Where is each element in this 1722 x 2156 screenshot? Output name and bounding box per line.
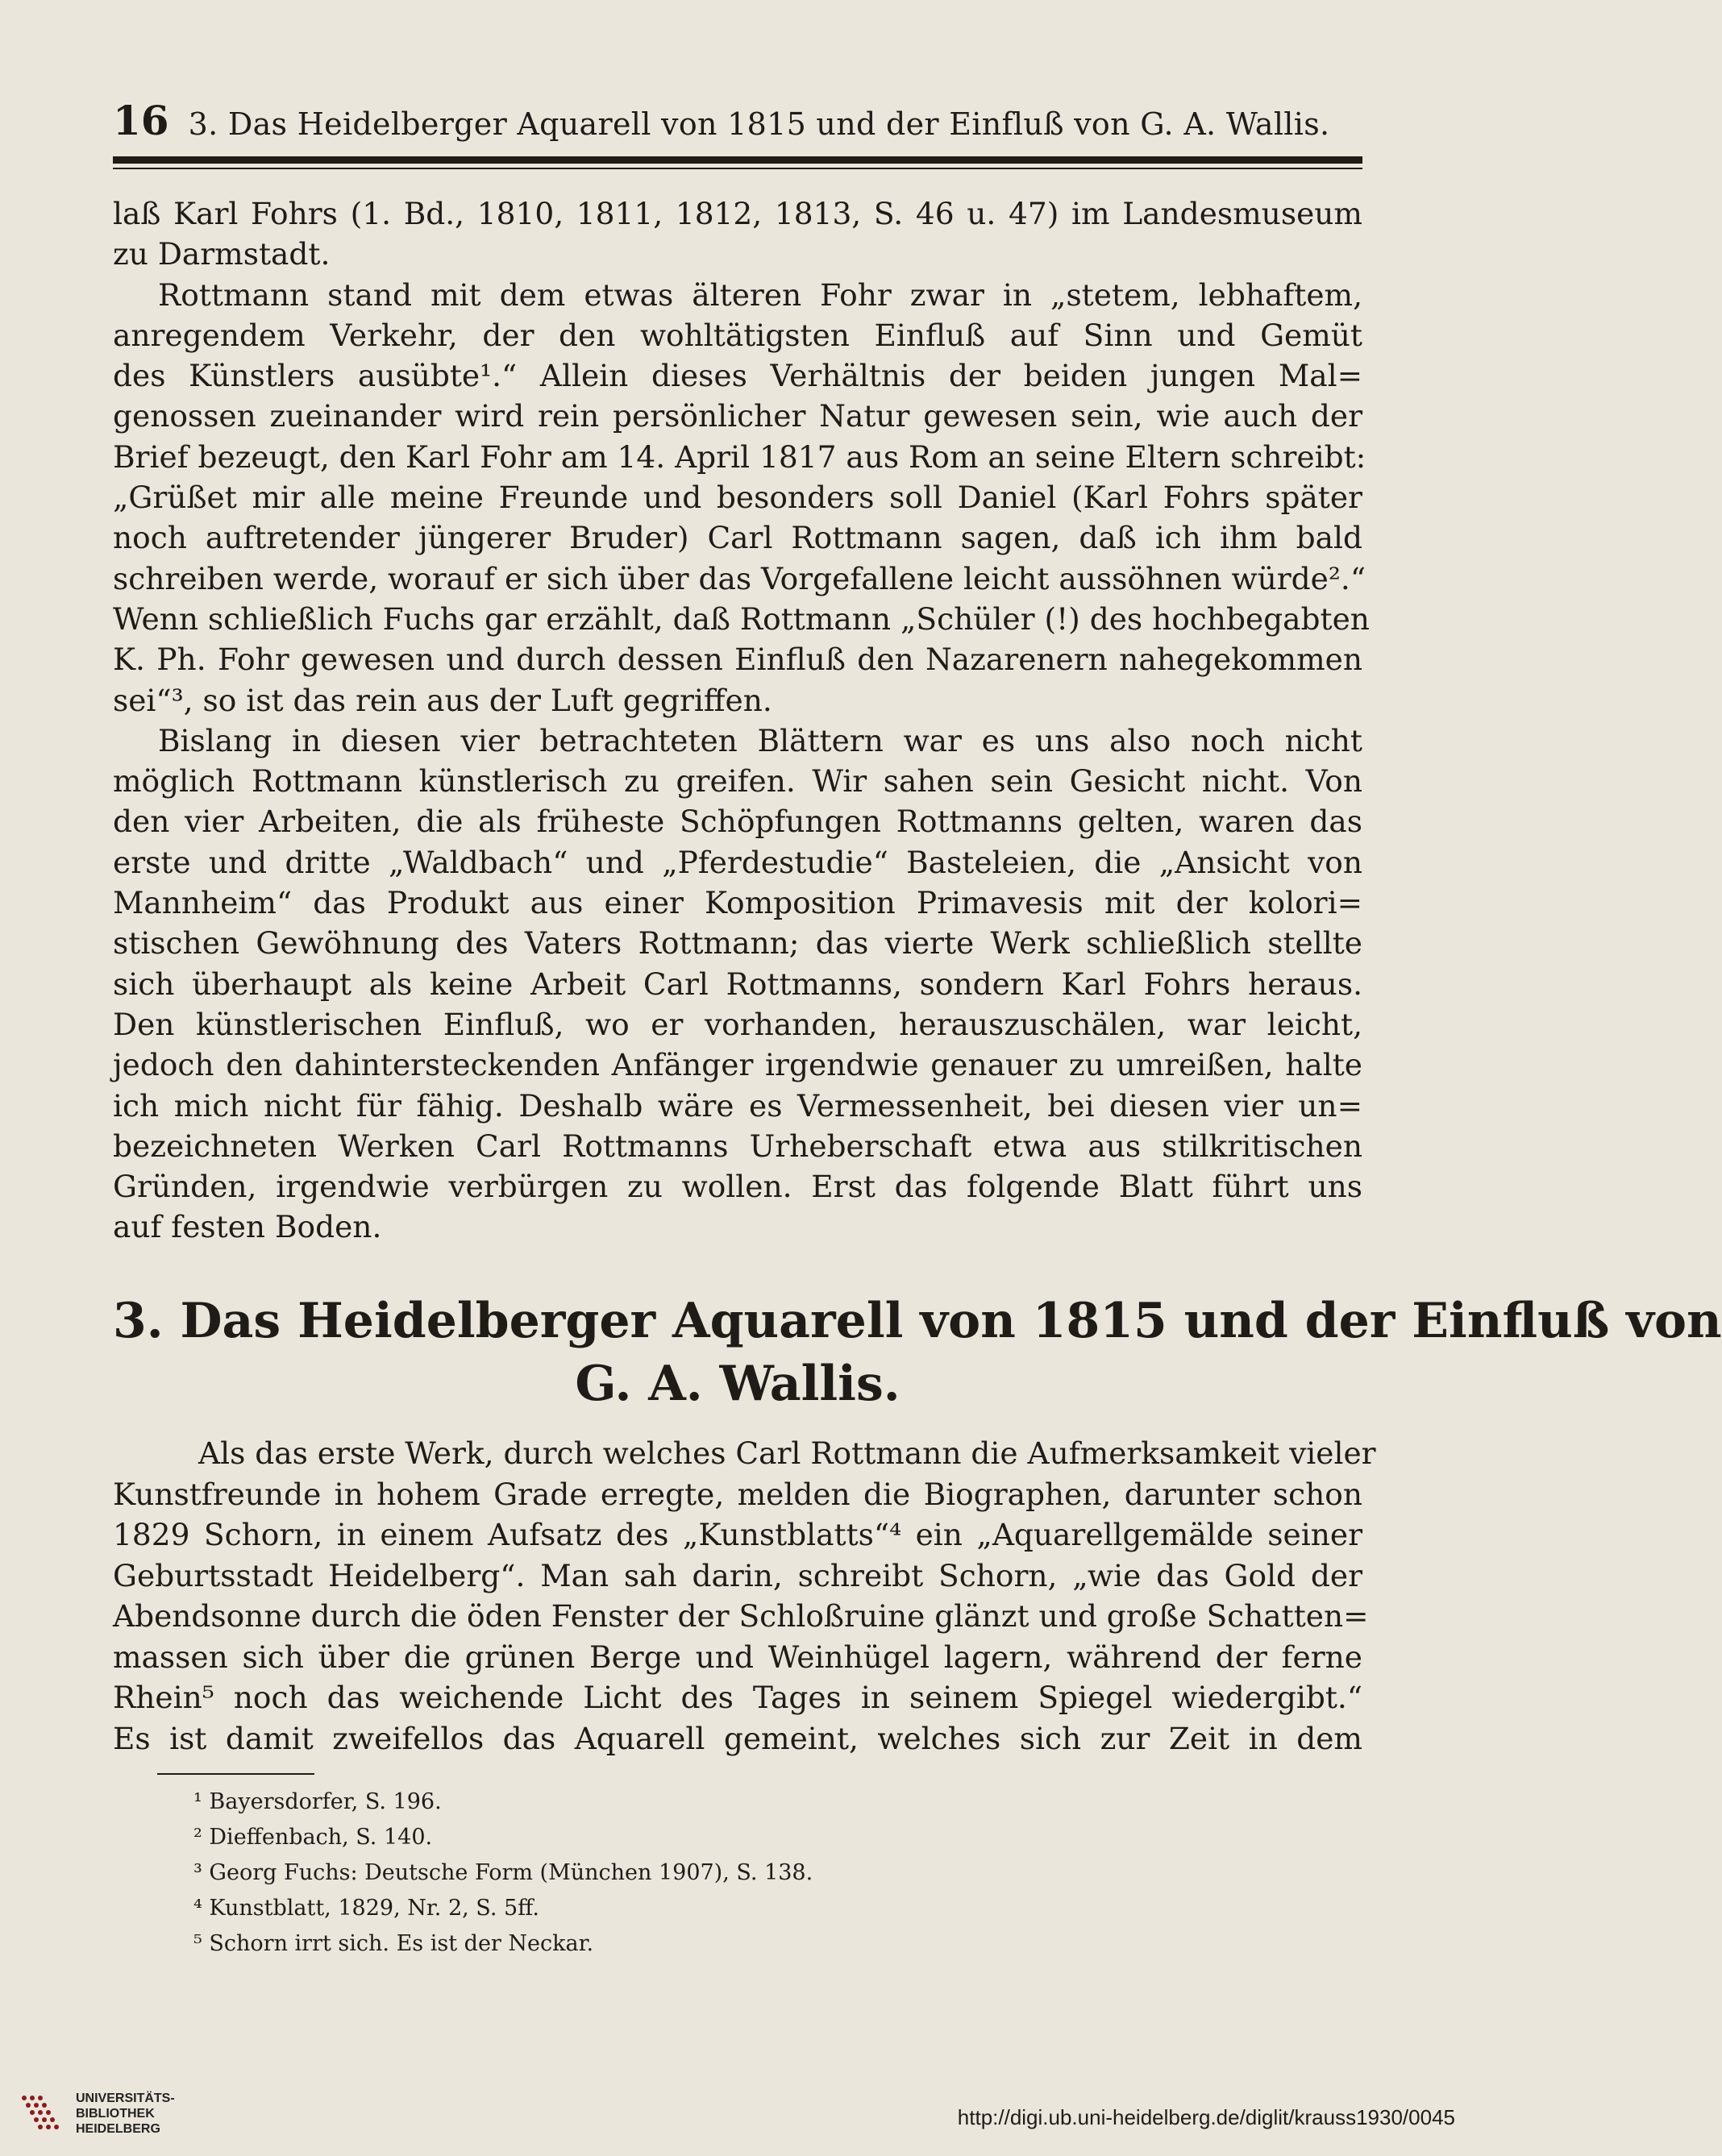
text-line: genossen zueinander wird rein persönlicher Natur gewesen sein, wie auch der [113, 398, 1362, 434]
text-line: schreiben werde, worauf er sich über das Vorgefallene leicht aussöhnen würde².“ [113, 560, 1366, 596]
text-line: massen sich über die grünen Berge und Weinhügel lagern, während der ferne [113, 1639, 1362, 1675]
text-line: sei“³, so ist das rein aus der Luft gegriffen. [113, 682, 772, 718]
section-heading-line-1: 3. Das Heidelberger Aquarell von 1815 und der Einfluß von [113, 1293, 1722, 1349]
library-logo [16, 2079, 226, 2148]
text-line: des Künstlers ausübte¹.“ Allein dieses Verhältnis der beiden jungen Mal= [113, 358, 1362, 394]
text-line: Als das erste Werk, durch welches Carl Rottmann die Aufmerksamkeit vieler [198, 1435, 1376, 1471]
header-rule-thin [113, 168, 1362, 169]
text-line: ich mich nicht für fähig. Deshalb wäre es Vermessenheit, bei diesen vier un= [113, 1087, 1362, 1124]
source-url-link[interactable]: http://digi.ub.uni-heidelberg.de/diglit/krauss1930/0045 [957, 2105, 1455, 2129]
section-heading-line-2: G. A. Wallis. [575, 1356, 901, 1412]
text-line: Es ist damit zweifellos das Aquarell gemeint, welches sich zur Zeit in dem [113, 1720, 1362, 1756]
text-line: zu Darmstadt. [113, 236, 331, 272]
footnotes [193, 1784, 1242, 1962]
footnote: ² Dieffenbach, S. 140. [193, 1825, 433, 1850]
text-line: bezeichneten Werken Carl Rottmanns Urheberschaft etwa aus stilkritischen [113, 1128, 1362, 1164]
text-line: den vier Arbeiten, die als früheste Schöpfungen Rottmanns gelten, waren das [113, 804, 1362, 840]
text-line: erste und dritte „Waldbach“ und „Pferdestudie“ Basteleien, die „Ansicht von [113, 844, 1362, 880]
text-line: noch auftretender jüngerer Bruder) Carl Rottmann sagen, daß ich ihm bald [113, 520, 1362, 556]
text-line: jedoch den dahintersteckenden Anfänger irgendwie genauer zu umreißen, halte [113, 1047, 1362, 1083]
page-header [113, 97, 1362, 149]
footnote-rule [157, 1773, 314, 1775]
footnote: ⁴ Kunstblatt, 1829, Nr. 2, S. 5ff. [193, 1896, 539, 1921]
text-line: Brief bezeugt, den Karl Fohr am 14. April 1817 aus Rom an seine Eltern schreibt: [113, 438, 1366, 475]
text-line: anregendem Verkehr, der den wohltätigsten Einfluß auf Sinn und Gemüt [113, 317, 1362, 353]
text-line: möglich Rottmann künstlerisch zu greifen. Wir sahen sein Gesicht nicht. Von [113, 763, 1362, 800]
header-rule-thick [113, 156, 1362, 164]
footnote: ¹ Bayersdorfer, S. 196. [193, 1789, 442, 1814]
text-line: Mannheim“ das Produkt aus einer Komposition Primavesis mit der kolori= [113, 885, 1362, 921]
library-logo-icon [16, 2090, 64, 2138]
text-line: Rhein⁵ noch das weichende Licht des Tages in seinem Spiegel wiedergibt.“ [113, 1680, 1362, 1715]
section-heading [113, 1290, 1722, 1415]
text-line: K. Ph. Fohr gewesen und durch dessen Einfluß den Nazarenern nahegekommen [113, 642, 1362, 678]
text-line: sich überhaupt als keine Arbeit Carl Rottmanns, sondern Karl Fohrs heraus. [113, 966, 1362, 1002]
text-line: Rottmann stand mit dem etwas älteren Fohr zwar in „stetem, lebhaftem, [158, 276, 1362, 313]
text-line: stischen Gewöhnung des Vaters Rottmann; das vierte Werk schließlich stellte [113, 925, 1362, 962]
text-line: Kunstfreunde in hohem Grade erregte, melden die Biographen, darunter schon [113, 1476, 1362, 1512]
text-line: Den künstlerischen Einfluß, wo er vorhanden, herauszuschälen, war leicht, [113, 1006, 1362, 1042]
library-logo-text: UNIVERSITÄTS- BIBLIOTHEK HEIDELBERG [76, 2092, 175, 2136]
text-line: Geburtsstadt Heidelberg“. Man sah darin, schreibt Schorn, „wie das Gold der [113, 1557, 1362, 1593]
footnote: ⁵ Schorn irrt sich. Es ist der Neckar. [193, 1931, 594, 1956]
text-line: „Grüßet mir alle meine Freunde und besonders soll Daniel (Karl Fohrs später [113, 480, 1362, 516]
running-head: 3. Das Heidelberger Aquarell von 1815 und der Einfluß von G. A. Wallis. [188, 106, 1330, 142]
footnote: ³ Georg Fuchs: Deutsche Form (München 1907), S. 138. [193, 1860, 813, 1885]
body-text-block-2 [113, 1433, 1376, 1759]
text-line: Abendsonne durch die öden Fenster der Schloßruine glänzt und große Schatten= [113, 1598, 1369, 1634]
text-line: Gründen, irgendwie verbürgen zu wollen. Erst das folgende Blatt führt uns [113, 1169, 1362, 1205]
text-line: 1829 Schorn, in einem Aufsatz des „Kunstblatts“⁴ ein „Aquarellgemälde seiner [113, 1517, 1362, 1552]
page-number: 16 [113, 97, 169, 144]
text-line: auf festen Boden. [113, 1209, 382, 1245]
text-line: Bislang in diesen vier betrachteten Blättern war es uns also noch nicht [158, 722, 1362, 758]
text-line: Wenn schließlich Fuchs gar erzählt, daß Rottmann „Schüler (!) des hochbegabten [113, 600, 1370, 637]
text-line: laß Karl Fohrs (1. Bd., 1810, 1811, 1812, 1813, S. 46 u. 47) im Landesmuseum [113, 196, 1362, 231]
body-text-block-1 [113, 193, 1370, 1248]
